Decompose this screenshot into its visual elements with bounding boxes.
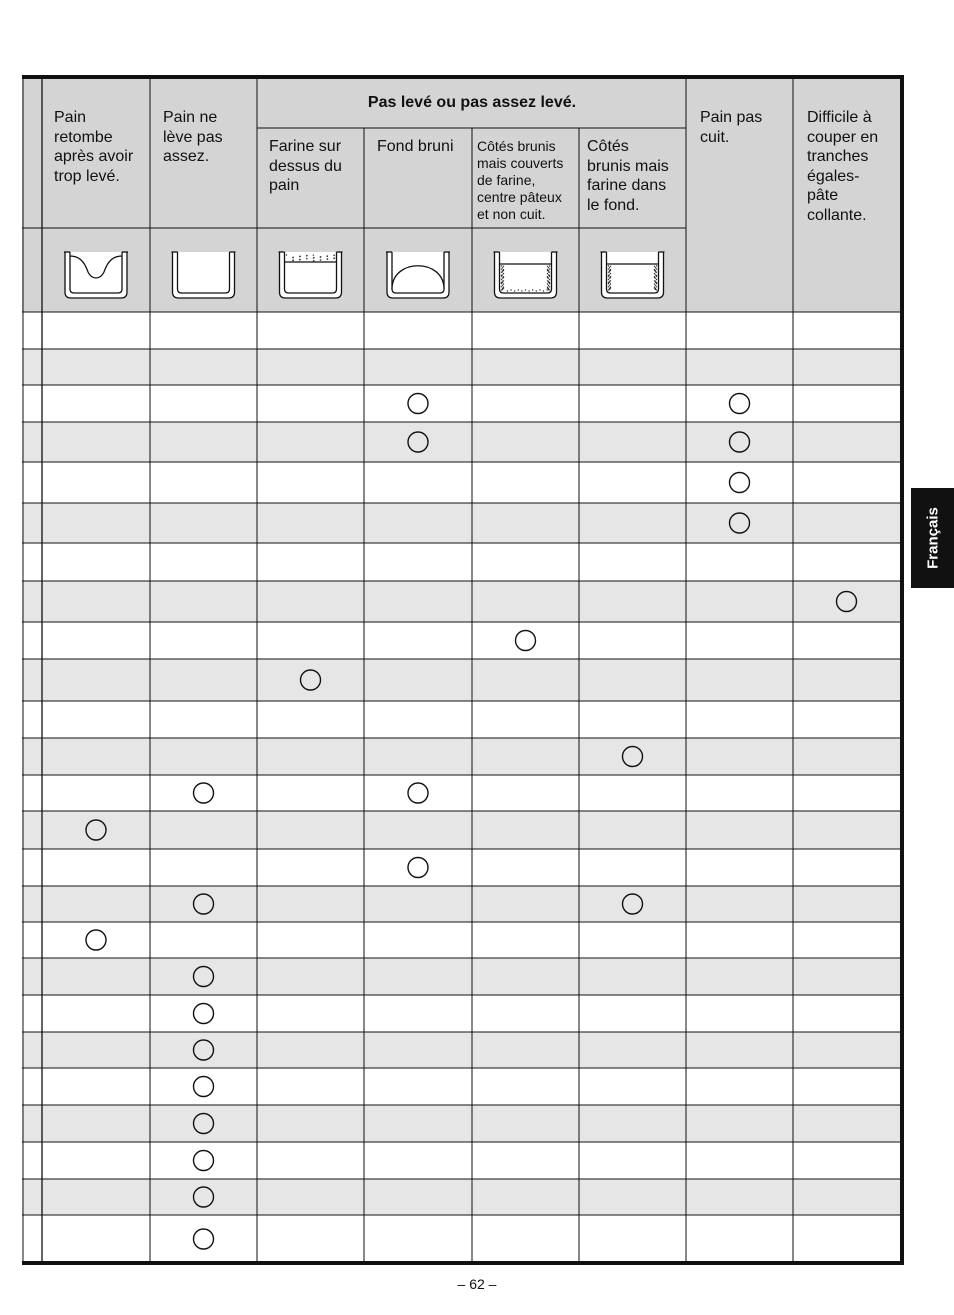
mark-circle bbox=[194, 1151, 214, 1171]
mark-circle bbox=[86, 930, 106, 950]
mark-circle bbox=[194, 1229, 214, 1249]
column-header-brown_bottom: Fond bruni bbox=[377, 138, 454, 155]
language-tab bbox=[911, 488, 954, 588]
mark-circle bbox=[516, 631, 536, 651]
pan-floury-sides-icon bbox=[494, 252, 558, 298]
pan-collapsed-loaf-icon bbox=[64, 252, 128, 298]
row-shading bbox=[22, 958, 902, 995]
mark-circle bbox=[730, 394, 750, 414]
mark-circle bbox=[730, 473, 750, 493]
group-header-title: Pas levé ou pas assez levé. bbox=[367, 94, 577, 111]
row-shading bbox=[22, 1032, 902, 1068]
row-shading bbox=[22, 659, 902, 701]
column-header-flour_top: Farine sur dessus du pain bbox=[269, 138, 342, 194]
mark-circle bbox=[408, 394, 428, 414]
mark-circle bbox=[408, 783, 428, 803]
column-header-sides_flour_bottom: Côtés brunis mais farine dans le fond. bbox=[587, 138, 669, 214]
row-shading bbox=[22, 503, 902, 543]
row-shading bbox=[22, 738, 902, 775]
row-shading bbox=[22, 422, 902, 462]
column-header-hard_to_slice: Difficile à couper en tranches égales- pâte collante. bbox=[807, 109, 879, 224]
row-shading bbox=[22, 1179, 902, 1215]
column-header-fall: Pain retombe après avoir trop levé. bbox=[54, 109, 134, 185]
mark-circle bbox=[194, 1004, 214, 1024]
row-shading bbox=[22, 886, 902, 922]
mark-circle bbox=[194, 783, 214, 803]
row-shading bbox=[22, 1105, 902, 1142]
language-tab-label: Français bbox=[924, 507, 941, 569]
mark-circle bbox=[194, 1077, 214, 1097]
column-header-low: Pain ne lève pas assez. bbox=[163, 109, 223, 165]
page-number: – 62 – bbox=[457, 1276, 497, 1292]
column-header-not_baked: Pain pas cuit. bbox=[700, 109, 763, 146]
pan-flour-bottom-icon bbox=[601, 252, 665, 298]
mark-circle bbox=[408, 858, 428, 878]
pan-flour-top-icon bbox=[279, 252, 343, 298]
row-shading bbox=[22, 581, 902, 622]
row-shading bbox=[22, 349, 902, 385]
pan-low-loaf-icon bbox=[172, 252, 236, 298]
column-header-sides_floury: Côtés brunis mais couverts de farine, centre pâteux et non cuit. bbox=[477, 138, 564, 222]
pan-brown-bottom-icon bbox=[386, 252, 450, 298]
row-shading bbox=[22, 811, 902, 849]
